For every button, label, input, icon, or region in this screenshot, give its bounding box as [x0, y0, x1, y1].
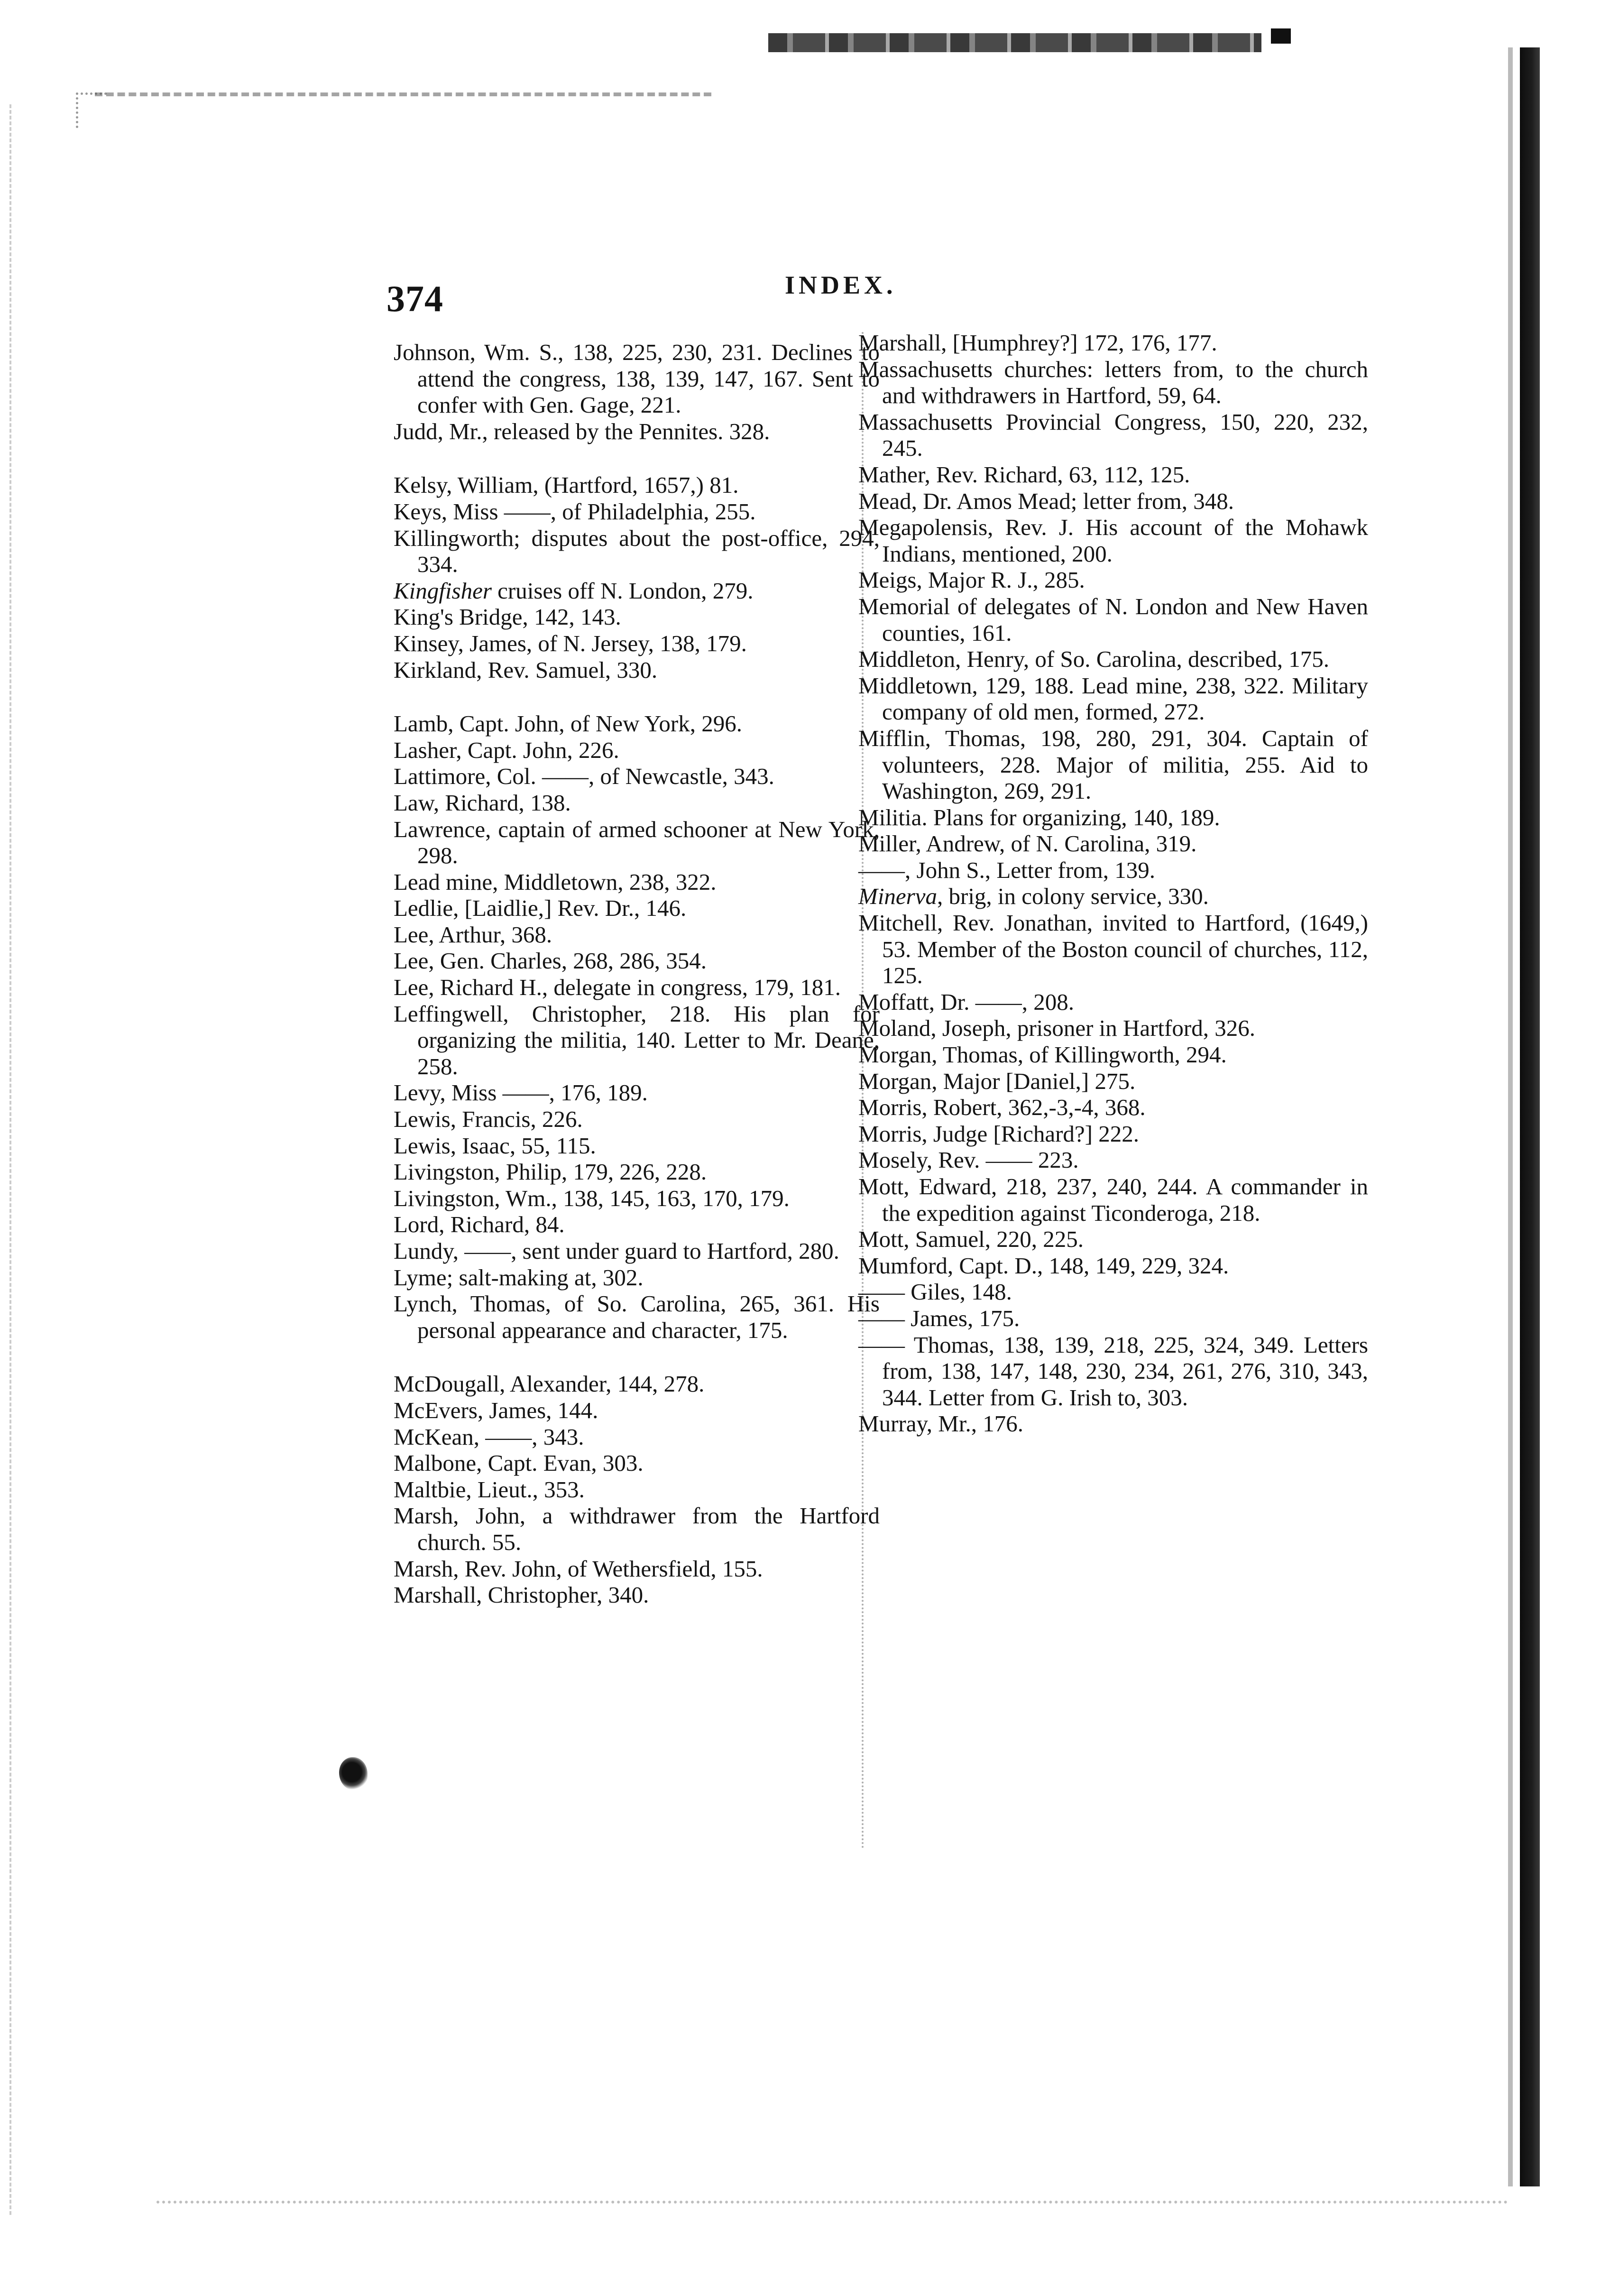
entry-text: Livingston, Wm., 138, 145, 163, 170, 179.	[394, 1185, 790, 1211]
ink-blot	[339, 1757, 368, 1790]
entry-text: Leffingwell, Christopher, 218. His plan for organizing the militia, 140. Letter to Mr. Deane, 258.	[394, 1000, 880, 1079]
index-entry	[858, 1332, 1368, 1411]
index-entry	[394, 1001, 880, 1080]
index-entry	[394, 472, 880, 498]
index-entry	[394, 1503, 880, 1555]
entry-text: Lynch, Thomas, of So. Carolina, 265, 361. His personal appearance and character, 175.	[394, 1291, 880, 1343]
index-entry	[858, 1411, 1368, 1437]
entry-text: Lord, Richard, 84.	[394, 1211, 565, 1238]
scan-edge-bottom	[156, 2201, 1508, 2204]
scan-spine-edge	[1520, 47, 1540, 2186]
entry-text: Levy, Miss ——, 176, 189.	[394, 1079, 648, 1106]
index-entry	[858, 356, 1368, 409]
index-entry	[394, 1079, 880, 1106]
entry-text: —— Thomas, 138, 139, 218, 225, 324, 349. Letters from, 138, 147, 148, 230, 234, 261, 276, 310, 343, 344. Letter from G. Irish to, 303.	[858, 1331, 1368, 1411]
index-entry	[858, 673, 1368, 725]
index-entry	[858, 804, 1368, 831]
entry-text: —— James, 175.	[858, 1305, 1020, 1331]
index-column-left	[394, 339, 880, 1608]
index-entry	[858, 857, 1368, 884]
entry-text: Keys, Miss ——, of Philadelphia, 255.	[394, 498, 756, 525]
entry-text: Lewis, Isaac, 55, 115.	[394, 1132, 596, 1159]
index-entry	[858, 1094, 1368, 1121]
index-entry	[858, 989, 1368, 1015]
index-entry	[394, 1450, 880, 1476]
index-entry	[858, 725, 1368, 804]
entry-text: cruises off N. London, 279.	[491, 577, 754, 604]
index-entry	[394, 1476, 880, 1503]
entry-text: Morris, Judge [Richard?] 222.	[858, 1120, 1139, 1147]
entry-text: Maltbie, Lieut., 353.	[394, 1476, 585, 1503]
index-entry	[394, 710, 880, 737]
scan-edge-left	[9, 104, 11, 2215]
index-entry	[394, 869, 880, 895]
index-entry	[858, 883, 1368, 910]
index-entry	[394, 578, 880, 604]
index-entry	[858, 1305, 1368, 1332]
index-entry	[394, 1133, 880, 1159]
index-column-right	[858, 330, 1368, 1437]
entry-text: Militia. Plans for organizing, 140, 189.	[858, 804, 1220, 830]
scan-corner-mark	[76, 92, 107, 128]
scan-edge-top	[95, 92, 711, 96]
entry-text: Marshall, [Humphrey?] 172, 176, 177.	[858, 330, 1217, 356]
entry-text: Lasher, Capt. John, 226.	[394, 737, 619, 763]
index-entry	[858, 330, 1368, 356]
entry-text: Kinsey, James, of N. Jersey, 138, 179.	[394, 630, 747, 656]
entry-text: Lewis, Francis, 226.	[394, 1106, 583, 1133]
index-entry	[394, 604, 880, 630]
index-entry	[394, 1238, 880, 1264]
index-entry	[394, 657, 880, 683]
index-entry	[858, 593, 1368, 646]
entry-text: Mitchell, Rev. Jonathan, invited to Hartford, (1649,) 53. Member of the Boston council of churches, 112, 125.	[858, 910, 1368, 989]
entry-text: McKean, ——, 343.	[394, 1423, 584, 1450]
index-entry	[394, 1264, 880, 1291]
index-entry	[858, 1068, 1368, 1095]
entry-text: Marsh, Rev. John, of Wethersfield, 155.	[394, 1555, 763, 1582]
index-entry	[858, 461, 1368, 488]
entry-text: Middleton, Henry, of So. Carolina, described, 175.	[858, 646, 1329, 673]
index-entry	[858, 514, 1368, 567]
page-number: 374	[386, 278, 443, 319]
entry-text: King's Bridge, 142, 143.	[394, 604, 621, 630]
entry-text: Miller, Andrew, of N. Carolina, 319.	[858, 830, 1197, 857]
index-entry	[394, 1582, 880, 1608]
index-entry	[858, 1121, 1368, 1147]
entry-text: Mather, Rev. Richard, 63, 112, 125.	[858, 461, 1190, 488]
index-entry	[858, 1226, 1368, 1253]
section-gap	[394, 1343, 880, 1371]
entry-text: Moland, Joseph, prisoner in Hartford, 326.	[858, 1015, 1255, 1042]
index-entry	[858, 1253, 1368, 1279]
entry-text: Law, Richard, 138.	[394, 789, 571, 816]
entry-text: Malbone, Capt. Evan, 303.	[394, 1450, 644, 1476]
index-entry	[858, 1015, 1368, 1042]
index-entry	[858, 409, 1368, 461]
scan-spine-shadow	[1508, 47, 1513, 2186]
entry-text: McDougall, Alexander, 144, 278.	[394, 1371, 705, 1397]
entry-text: Kelsy, William, (Hartford, 1657,) 81.	[394, 472, 739, 498]
index-entry	[858, 1279, 1368, 1305]
entry-text: Memorial of delegates of N. London and New Haven counties, 161.	[858, 593, 1368, 646]
entry-text: Megapolensis, Rev. J. His account of the Mohawk Indians, mentioned, 200.	[858, 514, 1368, 567]
index-entry	[394, 1185, 880, 1212]
entry-text: Lamb, Capt. John, of New York, 296.	[394, 710, 742, 737]
index-entry	[394, 816, 880, 869]
index-entry	[394, 1371, 880, 1397]
entry-text: Lee, Richard H., delegate in congress, 179, 181.	[394, 974, 841, 1001]
index-entry	[394, 974, 880, 1001]
index-entry	[858, 646, 1368, 673]
index-entry	[394, 1291, 880, 1343]
entry-text: Morgan, Thomas, of Killingworth, 294.	[858, 1042, 1227, 1068]
index-entry	[858, 1147, 1368, 1173]
index-entry	[858, 910, 1368, 989]
entry-text: Morgan, Major [Daniel,] 275.	[858, 1068, 1136, 1094]
index-entry	[394, 1424, 880, 1450]
scan-binding-bar-end	[1271, 28, 1291, 44]
entry-text: Lawrence, captain of armed schooner at New York, 298.	[394, 816, 880, 869]
index-entry	[394, 737, 880, 764]
section-gap	[394, 683, 880, 710]
entry-text: , brig, in colony service, 330.	[937, 883, 1209, 910]
entry-text: Lundy, ——, sent under guard to Hartford, 280.	[394, 1238, 839, 1264]
entry-text: Mifflin, Thomas, 198, 280, 291, 304. Captain of volunteers, 228. Major of militia, 255. Aid to Washington, 269, 291.	[858, 725, 1368, 804]
section-gap	[394, 444, 880, 472]
index-entry	[394, 525, 880, 578]
entry-text: Middletown, 129, 188. Lead mine, 238, 322. Military company of old men, formed, 272.	[858, 672, 1368, 725]
entry-text: Mott, Samuel, 220, 225.	[858, 1226, 1084, 1253]
index-entry	[394, 1397, 880, 1424]
running-head: INDEX.	[785, 271, 897, 299]
entry-text: Lattimore, Col. ——, of Newcastle, 343.	[394, 763, 774, 790]
entry-text: Morris, Robert, 362,-3,-4, 368.	[858, 1094, 1146, 1121]
entry-text: Livingston, Philip, 179, 226, 228.	[394, 1159, 707, 1185]
entry-text: Killingworth; disputes about the post-office, 294, 334.	[394, 525, 880, 578]
entry-text: Ledlie, [Laidlie,] Rev. Dr., 146.	[394, 895, 687, 922]
index-entry	[394, 922, 880, 948]
entry-text: Massachusetts Provincial Congress, 150, 220, 232, 245.	[858, 408, 1368, 461]
entry-text: Lee, Arthur, 368.	[394, 921, 552, 948]
index-entry	[858, 567, 1368, 593]
italic-title: Kingfisher	[394, 577, 492, 604]
entry-text: Murray, Mr., 176.	[858, 1411, 1023, 1437]
entry-text: Meigs, Major R. J., 285.	[858, 567, 1085, 593]
entry-text: Mead, Dr. Amos Mead; letter from, 348.	[858, 488, 1234, 514]
index-entry	[394, 1211, 880, 1238]
index-entry	[394, 418, 880, 445]
entry-text: Judd, Mr., released by the Pennites. 328.	[394, 418, 770, 444]
index-entry	[858, 1042, 1368, 1068]
index-entry	[394, 948, 880, 974]
entry-text: Marshall, Christopher, 340.	[394, 1582, 649, 1608]
italic-title: Minerva	[858, 883, 937, 910]
index-entry	[394, 1159, 880, 1185]
index-entry	[394, 1106, 880, 1133]
entry-text: Lee, Gen. Charles, 268, 286, 354.	[394, 948, 707, 974]
entry-text: Kirkland, Rev. Samuel, 330.	[394, 656, 658, 683]
index-entry	[858, 488, 1368, 515]
entry-text: Lead mine, Middletown, 238, 322.	[394, 868, 717, 895]
entry-text: Moffatt, Dr. ——, 208.	[858, 988, 1075, 1015]
index-entry	[394, 1556, 880, 1582]
entry-text: —— Giles, 148.	[858, 1279, 1012, 1305]
index-entry	[858, 1173, 1368, 1226]
entry-text: Johnson, Wm. S., 138, 225, 230, 231. Declines to attend the congress, 138, 139, 147, 167. Sent to confer with Gen. Gage, 221.	[394, 339, 880, 418]
entry-text: ——, John S., Letter from, 139.	[858, 857, 1156, 883]
entry-text: McEvers, James, 144.	[394, 1397, 598, 1423]
entry-text: Mumford, Capt. D., 148, 149, 229, 324.	[858, 1252, 1229, 1279]
entry-text: Mosely, Rev. —— 223.	[858, 1147, 1079, 1173]
index-entry	[394, 630, 880, 657]
index-entry	[394, 790, 880, 816]
index-entry	[394, 498, 880, 525]
index-entry	[394, 763, 880, 790]
scan-binding-bar	[768, 33, 1261, 52]
index-entry	[394, 895, 880, 922]
entry-text: Lyme; salt-making at, 302.	[394, 1264, 644, 1291]
entry-text: Mott, Edward, 218, 237, 240, 244. A commander in the expedition against Ticonderoga, 218.	[858, 1173, 1368, 1226]
entry-text: Massachusetts churches: letters from, to the church and withdrawers in Hartford, 59, 64.	[858, 356, 1368, 409]
entry-text: Marsh, John, a withdrawer from the Hartford church. 55.	[394, 1503, 880, 1555]
index-entry	[858, 830, 1368, 857]
index-entry	[394, 339, 880, 418]
